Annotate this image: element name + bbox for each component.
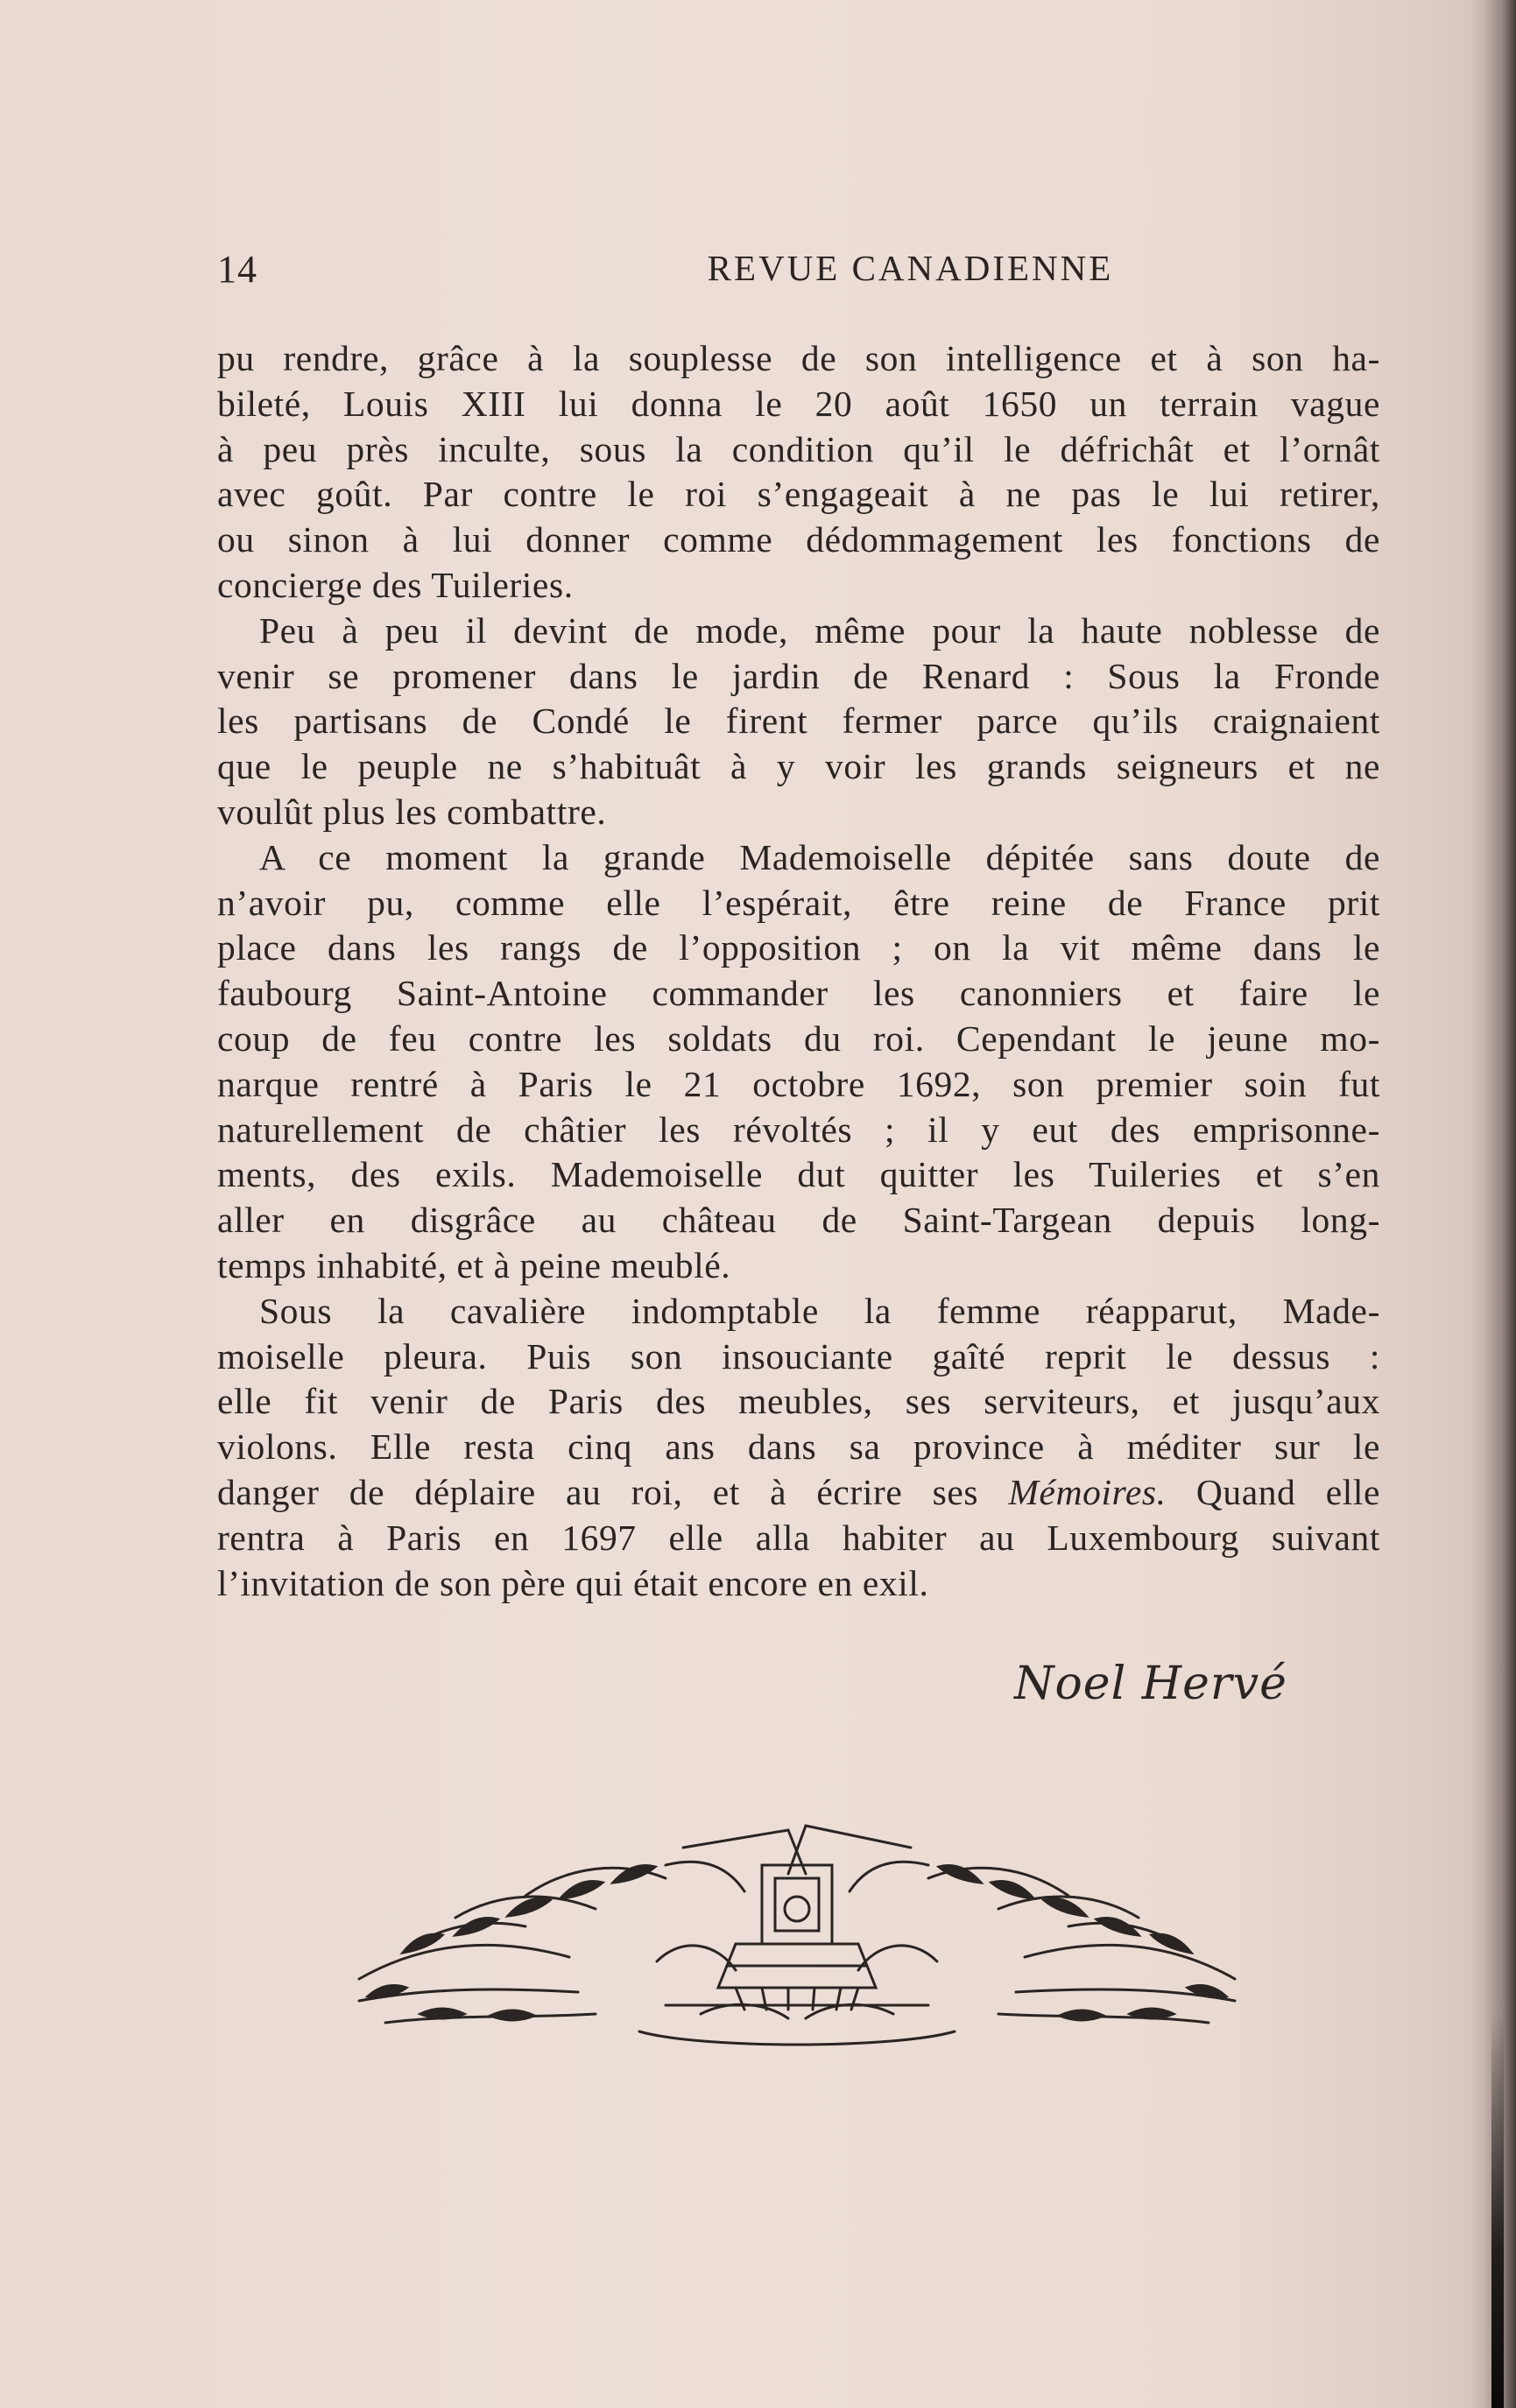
text-line: pu rendre, grâce à la souplesse de son intelligence et à son ha- [217,338,1380,378]
text-line: les partisans de Condé le firent fermer parce qu’ils craignaient [217,701,1380,742]
article-body [217,336,1380,1606]
text-line: concierge des Tuileries. [217,564,574,605]
paragraph [217,609,1380,835]
text-line: Sous la cavalière indomptable la femme réapparut, Made- [259,1290,1380,1331]
journal-title: REVUE CANADIENNE [707,248,1114,288]
text-line: A ce moment la grande Mademoiselle dépitée sans doute de [259,836,1380,877]
text-line: place dans les rangs de l’opposition ; on la vit même dans le [217,927,1380,968]
author-signature: Noel Hervé [1014,1658,1287,1710]
text-line: voulût plus les combattre. [217,791,607,832]
text-line: ou sinon à lui donner comme dédommagement les fonctions de [217,519,1380,560]
running-head [217,247,1380,299]
text-line: coup de feu contre les soldats du roi. Cependant le jeune mo- [217,1017,1380,1059]
text-line: temps inhabité, et à peine meublé. [217,1244,731,1285]
text-line: ments, des exils. Mademoiselle dut quitter les Tuileries et s’en [217,1154,1380,1195]
text-line: violons. Elle resta cinq ans dans sa province à méditer sur le [217,1426,1380,1468]
page-edge-dark [1491,2014,1504,2408]
text-line: aller en disgrâce au château de Saint-Targean depuis long- [217,1200,1380,1241]
text-line: venir se promener dans le jardin de Renard : Sous la Fronde [217,655,1380,696]
text-line: narque rentré à Paris le 21 octobre 1692, son premier soin fut [217,1063,1380,1104]
text-line: moiselle pleura. Puis son insouciante gaîté reprit le dessus : [217,1335,1380,1377]
text-line: faubourg Saint-Antoine commander les canonniers et faire le [217,973,1380,1014]
paragraph [217,1289,1380,1607]
text-line: à peu près inculte, sous la condition qu’il le défrichât et l’ornât [217,428,1380,469]
text-line: avec goût. Par contre le roi s’engageait à ne pas le lui retirer, [217,474,1380,515]
foliage-and-trophy-ornament-icon [350,1813,1244,2058]
paragraph [217,336,1380,609]
text-line: rentra à Paris en 1697 elle alla habiter au Luxembourg suivant [217,1517,1380,1558]
text-line: Peu à peu il devint de mode, même pour la haute noblesse de [259,609,1380,651]
text-line: n’avoir pu, comme elle l’espérait, être reine de France prit [217,882,1380,923]
text-line: naturellement de châtier les révoltés ; il y eut des emprisonne- [217,1109,1380,1150]
text-line: elle fit venir de Paris des meubles, ses serviteurs, et jusqu’aux [217,1381,1380,1422]
text-line: que le peuple ne s’habituât à y voir les grands seigneurs et ne [217,746,1380,787]
text-line: danger de déplaire au roi, et à écrire ses Mémoires. Quand elle [217,1471,1380,1512]
page-number: 14 [217,248,257,291]
text-line: l’invitation de son père qui était encore en exil. [217,1562,929,1603]
paragraph [217,835,1380,1289]
text-line: bileté, Louis XIII lui donna le 20 août 1650 un terrain vague [217,383,1380,424]
